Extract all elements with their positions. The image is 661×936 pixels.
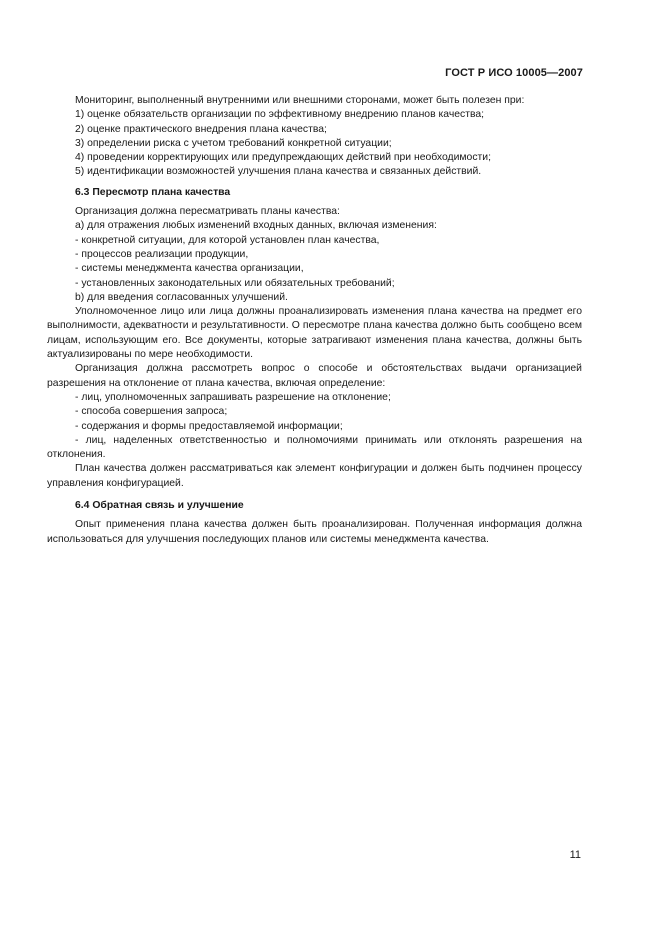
section-heading-6-4: 6.4 Обратная связь и улучшение <box>75 500 244 512</box>
intro-paragraph: Мониторинг, выполненный внутренними или внешними сторонами, может быть полезен при: <box>75 95 525 106</box>
list-item: - установленных законодательных или обязательных требований; <box>75 277 395 289</box>
paragraph-block <box>47 518 582 547</box>
list-item: - лиц, уполномоченных запрашивать разрешение на отклонение; <box>75 391 391 403</box>
section-heading-6-3: 6.3 Пересмотр плана качества <box>75 186 231 198</box>
intro-item: 4) проведении корректирующих или предупреждающих действий при необходимости; <box>75 152 491 164</box>
list-item: - конкретной ситуации, для которой установлен план качества, <box>75 234 380 246</box>
list-item: - процессов реализации продукции, <box>75 248 249 260</box>
intro-item: 1) оценке обязательств организации по эффективному внедрению планов качества; <box>75 109 485 121</box>
list-item: - лиц, наделенных ответственностью и полномочиями принимать или отклонять разрешения на отклонения. <box>47 434 582 461</box>
document-code: ГОСТ Р ИСО 10005—2007 <box>445 67 583 79</box>
paragraph: План качества должен рассматриваться как элемент конфигурации и должен быть подчинен процессу управления конфигурацией. <box>47 463 582 489</box>
document-body <box>47 94 582 547</box>
paragraph: Уполномоченное лицо или лица должны проанализировать изменения плана качества на предмет его выполнимости, адекватности и результативности. О пересмотре плана качества должно быть сообщено всем лицам, использующим его. Все документы, которые затрагивают изменения плана качества, должны быть актуализированы по мере необходимости. <box>47 306 582 361</box>
section-lead: Организация должна пересматривать планы качества: <box>75 206 340 218</box>
paragraph-block <box>47 434 582 491</box>
list-item: b) для введения согласованных улучшений. <box>75 291 288 303</box>
paragraph: Опыт применения плана качества должен быть проанализирован. Полученная информация должна использоваться для улучшения последующих планов или системы менеджмента качества. <box>47 519 582 545</box>
page-number: 11 <box>569 849 581 861</box>
paragraph-block <box>47 305 582 391</box>
list-item: - системы менеджмента качества организации, <box>75 263 304 275</box>
paragraph: Организация должна рассмотреть вопрос о способе и обстоятельствах выдачи организацией разрешения на отклонение от плана качества, включая определение: <box>47 363 582 389</box>
intro-item: 3) определении риска с учетом требований конкретной ситуации; <box>75 137 392 149</box>
intro-item: 5) идентификации возможностей улучшения плана качества и связанных действий. <box>75 166 482 178</box>
list-item: - способа совершения запроса; <box>75 406 228 418</box>
intro-item: 2) оценке практического внедрения плана качества; <box>75 123 327 135</box>
list-item: - содержания и формы предоставляемой информации; <box>75 420 343 432</box>
list-item: a) для отражения любых изменений входных данных, включая изменения: <box>75 220 437 232</box>
